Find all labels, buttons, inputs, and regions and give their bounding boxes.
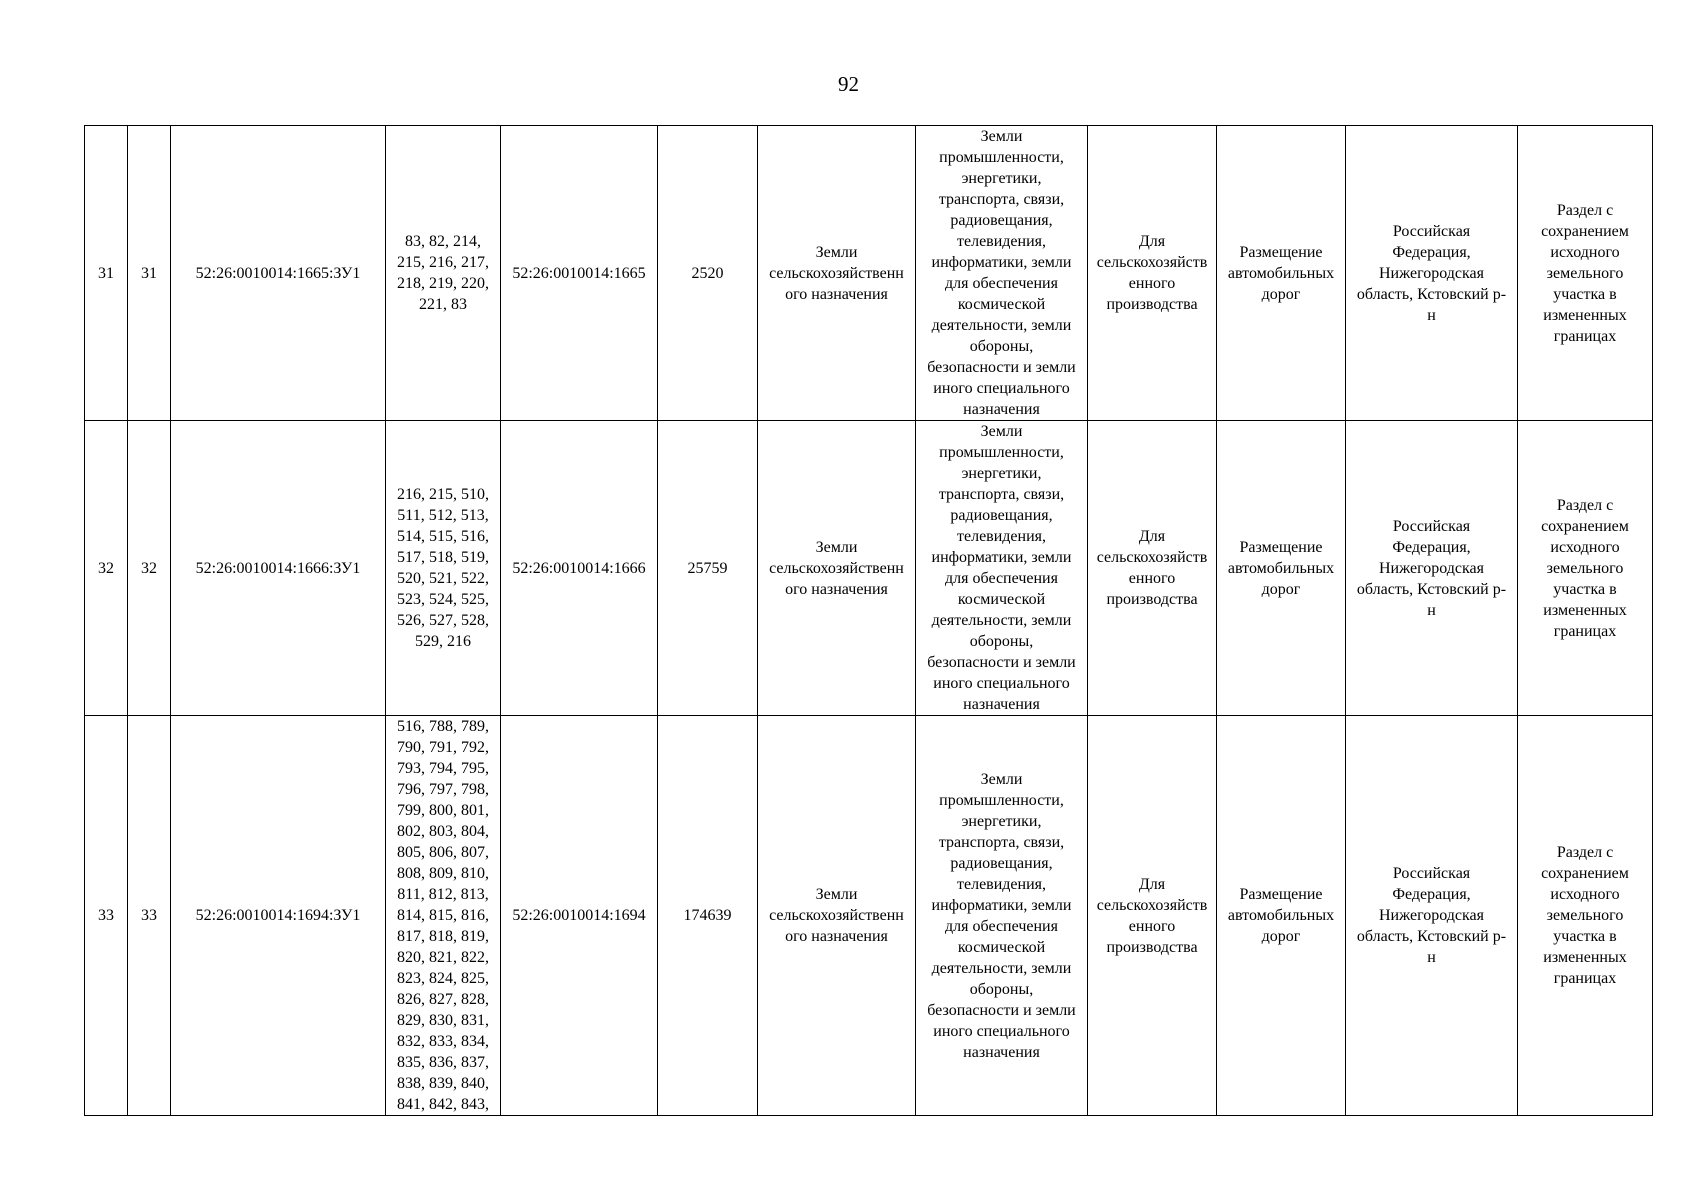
- plot-designation: 52:26:0010014:1665:ЗУ1: [195, 264, 361, 282]
- points-cell: [386, 126, 501, 421]
- use-old-cell: [1088, 716, 1217, 1116]
- row-number-2: 32: [141, 559, 157, 577]
- table-row: [85, 716, 1653, 1116]
- row-number: 32: [98, 559, 114, 577]
- designation-cell: [171, 421, 386, 716]
- row-number-2: 33: [141, 907, 157, 924]
- use-new-cell: [1217, 421, 1346, 716]
- source-cadastral-number: 52:26:0010014:1694: [512, 907, 646, 924]
- source-cadastral-number: 52:26:0010014:1665: [512, 264, 646, 282]
- category-old-cell: [758, 716, 916, 1116]
- points-cell: [386, 421, 501, 716]
- row-number-2: 31: [141, 264, 157, 282]
- address-cell: [1346, 421, 1518, 716]
- address-cell: [1346, 716, 1518, 1116]
- category-old-cell: [758, 421, 916, 716]
- area-cell: [658, 126, 758, 421]
- page-number: 92: [838, 72, 859, 96]
- land-category-planned: Земли промышленности, энергетики, транспорта, связи, радиовещания, телевидения, информатики, земли для обеспечения космической деятельности, земли обороны, безопасности и земли иного специального назначения: [927, 128, 1076, 418]
- permitted-use-current: Для сельскохозяйств енного производства: [1096, 528, 1208, 608]
- row-number-cell: [128, 421, 171, 716]
- permitted-use-planned: Размещение автомобильных дорог: [1227, 243, 1335, 303]
- row-number-cell: [85, 716, 128, 1116]
- area-cell: [658, 716, 758, 1116]
- permitted-use-planned: Размещение автомобильных дорог: [1227, 538, 1335, 598]
- plot-area: 2520: [691, 264, 724, 282]
- land-category-current: Земли сельскохозяйственн ого назначения: [769, 538, 904, 598]
- land-category-current: Земли сельскохозяйственн ого назначения: [769, 886, 904, 945]
- points-cell: [386, 716, 501, 1116]
- row-number-cell: [128, 126, 171, 421]
- plot-address: Российская Федерация, Нижегородская область, Кстовский р- н: [1356, 222, 1507, 324]
- method-cell: [1518, 126, 1653, 421]
- designation-cell: [171, 716, 386, 1116]
- land-category-current: Земли сельскохозяйственн ого назначения: [769, 243, 904, 303]
- permitted-use-current: Для сельскохозяйств енного производства: [1096, 233, 1208, 313]
- table-row: [85, 421, 1653, 716]
- plot-designation: 52:26:0010014:1694:ЗУ1: [195, 907, 361, 924]
- plot-address: Российская Федерация, Нижегородская область, Кстовский р- н: [1356, 865, 1507, 966]
- boundary-points: 216, 215, 510, 511, 512, 513, 514, 515, 516, 517, 518, 519, 520, 521, 522, 523, 524, 525, 526, 527, 528, 529, 216: [397, 486, 489, 650]
- land-category-planned: Земли промышленности, энергетики, транспорта, связи, радиовещания, телевидения, информатики, земли для обеспечения космической деятельности, земли обороны, безопасности и земли иного специального назначения: [927, 770, 1076, 1061]
- formation-method: Раздел с сохранением исходного земельного участка в измененных границах: [1541, 844, 1629, 987]
- category-old-cell: [758, 126, 916, 421]
- use-old-cell: [1088, 421, 1217, 716]
- category-new-cell: [916, 421, 1088, 716]
- source-cell: [501, 421, 658, 716]
- plot-area: 174639: [683, 907, 732, 924]
- source-cell: [501, 126, 658, 421]
- plot-designation: 52:26:0010014:1666:ЗУ1: [195, 559, 361, 577]
- use-old-cell: [1088, 126, 1217, 421]
- table-row: [85, 126, 1653, 421]
- designation-cell: [171, 126, 386, 421]
- row-number-cell: [85, 421, 128, 716]
- row-number-cell: [128, 716, 171, 1116]
- row-number: 33: [98, 907, 114, 924]
- use-new-cell: [1217, 716, 1346, 1116]
- plot-address: Российская Федерация, Нижегородская область, Кстовский р- н: [1356, 517, 1507, 619]
- formation-method: Раздел с сохранением исходного земельного участка в измененных границах: [1541, 496, 1629, 640]
- permitted-use-current: Для сельскохозяйств енного производства: [1096, 875, 1208, 956]
- row-number: 31: [98, 264, 114, 282]
- permitted-use-planned: Размещение автомобильных дорог: [1227, 886, 1335, 945]
- formation-method: Раздел с сохранением исходного земельного участка в измененных границах: [1541, 201, 1629, 345]
- category-new-cell: [916, 716, 1088, 1116]
- area-cell: [658, 421, 758, 716]
- source-cadastral-number: 52:26:0010014:1666: [512, 559, 646, 577]
- row-number-cell: [85, 126, 128, 421]
- method-cell: [1518, 421, 1653, 716]
- land-category-planned: Земли промышленности, энергетики, транспорта, связи, радиовещания, телевидения, информатики, земли для обеспечения космической деятельности, земли обороны, безопасности и земли иного специального назначения: [927, 423, 1076, 713]
- source-cell: [501, 716, 658, 1116]
- category-new-cell: [916, 126, 1088, 421]
- land-plots-table: [84, 125, 1653, 1116]
- method-cell: [1518, 716, 1653, 1116]
- use-new-cell: [1217, 126, 1346, 421]
- address-cell: [1346, 126, 1518, 421]
- boundary-points: 516, 788, 789, 790, 791, 792, 793, 794, 795, 796, 797, 798, 799, 800, 801, 802, 803, 804, 805, 806, 807, 808, 809, 810, 811, 812, 813, 814, 815, 816, 817, 818, 819, 820, 821, 822, 823, 824, 825, 826, 827, 828, 829, 830, 831, 832, 833, 834, 835, 836, 837, 838, 839, 840, 841, 842, 843,: [397, 718, 489, 1113]
- plot-area: 25759: [687, 559, 728, 577]
- boundary-points: 83, 82, 214, 215, 216, 217, 218, 219, 220, 221, 83: [397, 233, 489, 313]
